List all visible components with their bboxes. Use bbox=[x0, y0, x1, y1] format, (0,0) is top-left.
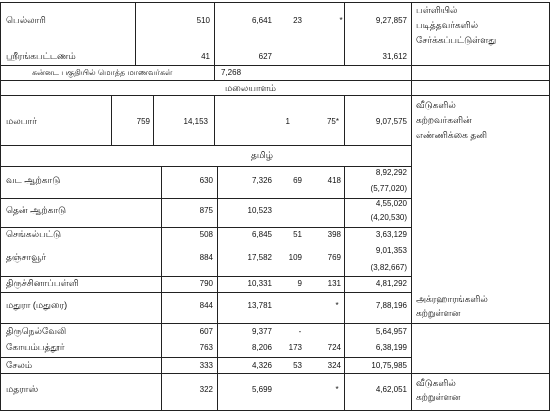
note-agraharam-line-2: கற்றுள்ளன bbox=[416, 308, 461, 318]
coimbatore-c5: 6,38,199 bbox=[375, 343, 407, 352]
rule-after-thanjavur bbox=[0, 276, 411, 277]
chengalpattu-c4: 398 bbox=[327, 230, 341, 239]
rule-after-malayalam-heading bbox=[0, 95, 550, 96]
south-arcot-c5-paren: (4,20,530) bbox=[370, 213, 407, 222]
north-arcot-c2: 7,326 bbox=[251, 176, 272, 185]
malayalam-heading: மலையாளம் bbox=[225, 83, 277, 93]
note-home-line-2: கற்றவர்களின் bbox=[416, 115, 472, 125]
tirunelveli-c3: - bbox=[298, 327, 302, 336]
madras-c4: * bbox=[335, 385, 339, 394]
malabar-c4: 75* bbox=[326, 117, 339, 126]
salem-c3: 53 bbox=[293, 361, 302, 370]
salem-name: சேலம் bbox=[6, 360, 33, 370]
north-arcot-name: வட ஆற்காடு bbox=[6, 175, 61, 185]
rule-malabar-b bbox=[153, 95, 154, 145]
chengalpattu-c1: 508 bbox=[199, 230, 213, 239]
trichy-c5: 4,81,292 bbox=[375, 279, 407, 288]
note-school-line-2: படித்தவர்களில் bbox=[416, 20, 479, 30]
tirunelveli-c5: 5,64,957 bbox=[375, 327, 407, 336]
north-arcot-c4: 418 bbox=[327, 176, 341, 185]
south-arcot-c1: 875 bbox=[199, 206, 213, 215]
thanjavur-c4: 769 bbox=[327, 253, 341, 262]
malabar-name: மலபார் bbox=[6, 116, 37, 126]
bellary-c4: * bbox=[339, 16, 343, 25]
south-arcot-c2: 10,523 bbox=[247, 206, 272, 215]
trichy-c4: 131 bbox=[327, 279, 341, 288]
coimbatore-c3: 173 bbox=[288, 343, 302, 352]
rule-after-trichy bbox=[0, 292, 411, 293]
thanjavur-c5-paren: (3,82,667) bbox=[370, 263, 407, 272]
rule-after-south-arcot bbox=[0, 227, 411, 228]
srirangapatnam-c5: 31,612 bbox=[382, 52, 407, 61]
rule-after-malabar bbox=[0, 145, 411, 146]
salem-c2: 4,326 bbox=[251, 361, 272, 370]
madras-c1: 322 bbox=[199, 385, 213, 394]
note-home-line-3: எண்ணிக்கை தனி bbox=[416, 130, 488, 140]
coimbatore-c2: 8,206 bbox=[251, 343, 272, 352]
malabar-c5: 9,07,575 bbox=[375, 117, 407, 126]
note-agraharam-line-1: அக்ரஹாரங்களில் bbox=[416, 294, 488, 304]
rule-after-coimbatore bbox=[0, 357, 411, 358]
trichy-c2: 10,331 bbox=[247, 279, 272, 288]
bellary-c1: 510 bbox=[196, 16, 210, 25]
salem-c1: 333 bbox=[199, 361, 213, 370]
malabar-c3: 1 bbox=[285, 117, 290, 126]
rule-after-madurai bbox=[0, 323, 550, 324]
south-arcot-name: தென் ஆற்காடு bbox=[6, 205, 67, 215]
rule-left-edge bbox=[0, 2, 1, 410]
salem-c5: 10,75,985 bbox=[371, 361, 407, 370]
note-school-line-1: பள்ளியில் bbox=[416, 5, 458, 15]
tirunelveli-c1: 607 bbox=[199, 327, 213, 336]
rule-tamil-c bbox=[344, 166, 345, 410]
tirunelveli-c2: 9,377 bbox=[251, 327, 272, 336]
bellary-c2: 6,641 bbox=[251, 16, 272, 25]
madurai-name: மதுரா (மதுரை) bbox=[6, 300, 68, 310]
rule-tamil-a bbox=[161, 166, 162, 410]
chengalpattu-name: செங்கல்பட்டு bbox=[6, 229, 61, 239]
rule-bottom bbox=[0, 410, 550, 411]
north-arcot-c5: 8,92,292 bbox=[375, 168, 407, 177]
chengalpattu-c2: 6,845 bbox=[251, 230, 272, 239]
kannada-total-label: கன்னட பகுதியில் மொத்த மாணவர்கள் bbox=[32, 68, 173, 77]
trichy-c1: 790 bbox=[199, 279, 213, 288]
north-arcot-c3: 69 bbox=[293, 176, 302, 185]
madurai-c4: * bbox=[335, 301, 339, 310]
rule-malabar-d bbox=[344, 95, 345, 145]
rule-after-kannada-total bbox=[0, 80, 550, 81]
rule-kannada-split bbox=[214, 65, 215, 80]
kannada-total-value: 7,268 bbox=[221, 68, 242, 77]
bellary-c3: 23 bbox=[293, 16, 302, 25]
rule-col-b bbox=[214, 2, 215, 65]
thanjavur-c5: 9,01,353 bbox=[375, 246, 407, 255]
trichy-name: திருச்சினாப்பள்ளி bbox=[6, 278, 79, 288]
note-madras-line-1: வீடுகளில் bbox=[416, 378, 456, 388]
thanjavur-c2: 17,582 bbox=[247, 253, 272, 262]
thanjavur-c1: 884 bbox=[199, 253, 213, 262]
madras-name: மதராஸ் bbox=[6, 384, 39, 394]
rule-after-srirangapatnam bbox=[0, 65, 550, 66]
rule-tamil-b bbox=[217, 166, 218, 410]
madurai-c2: 13,781 bbox=[247, 301, 272, 310]
coimbatore-c4: 724 bbox=[327, 343, 341, 352]
thanjavur-c3: 109 bbox=[288, 253, 302, 262]
rule-after-salem bbox=[0, 373, 550, 374]
srirangapatnam-c1: 41 bbox=[201, 52, 210, 61]
chengalpattu-c3: 51 bbox=[293, 230, 302, 239]
rule-malabar-c bbox=[214, 95, 215, 145]
trichy-c3: 9 bbox=[297, 279, 302, 288]
rule-after-tamil-heading bbox=[0, 166, 411, 167]
rule-main-right bbox=[411, 2, 412, 410]
malabar-c0: 759 bbox=[136, 117, 150, 126]
madurai-c1: 844 bbox=[199, 301, 213, 310]
malabar-c1: 14,153 bbox=[183, 117, 208, 126]
madurai-c5: 7,88,196 bbox=[375, 301, 407, 310]
rule-top bbox=[0, 2, 550, 3]
note-home-line-1: வீடுகளில் bbox=[416, 100, 456, 110]
north-arcot-c5-paren: (5,77,020) bbox=[370, 184, 407, 193]
srirangapatnam-c2: 627 bbox=[258, 52, 272, 61]
tirunelveli-name: திருநெல்வேலி bbox=[6, 326, 67, 336]
madras-c5: 4,62,051 bbox=[375, 385, 407, 394]
srirangapatnam-name: ஸ்ரீரங்கபட்டணம் bbox=[6, 51, 76, 61]
note-madras-line-2: கற்றுள்ளன bbox=[416, 392, 461, 402]
salem-c4: 324 bbox=[327, 361, 341, 370]
tamil-heading: தமிழ் bbox=[251, 150, 273, 160]
rule-malabar-a bbox=[111, 95, 112, 145]
bellary-name: பெல்லாரி bbox=[6, 15, 46, 25]
coimbatore-name: கோயம்பத்தூர் bbox=[6, 342, 65, 352]
rule-after-north-arcot bbox=[0, 198, 411, 199]
coimbatore-c1: 763 bbox=[199, 343, 213, 352]
rule-col-a bbox=[135, 2, 136, 65]
rule-col-c bbox=[344, 2, 345, 65]
south-arcot-c5: 4,55,020 bbox=[375, 199, 407, 208]
madras-c2: 5,699 bbox=[251, 385, 272, 394]
bellary-c5: 9,27,857 bbox=[375, 16, 407, 25]
thanjavur-name: தஞ்சாவூர் bbox=[6, 252, 47, 262]
chengalpattu-c5: 3,63,129 bbox=[375, 230, 407, 239]
north-arcot-c1: 630 bbox=[199, 176, 213, 185]
note-school-line-3: சேர்க்கப்பட்டுள்ளது bbox=[416, 35, 497, 45]
